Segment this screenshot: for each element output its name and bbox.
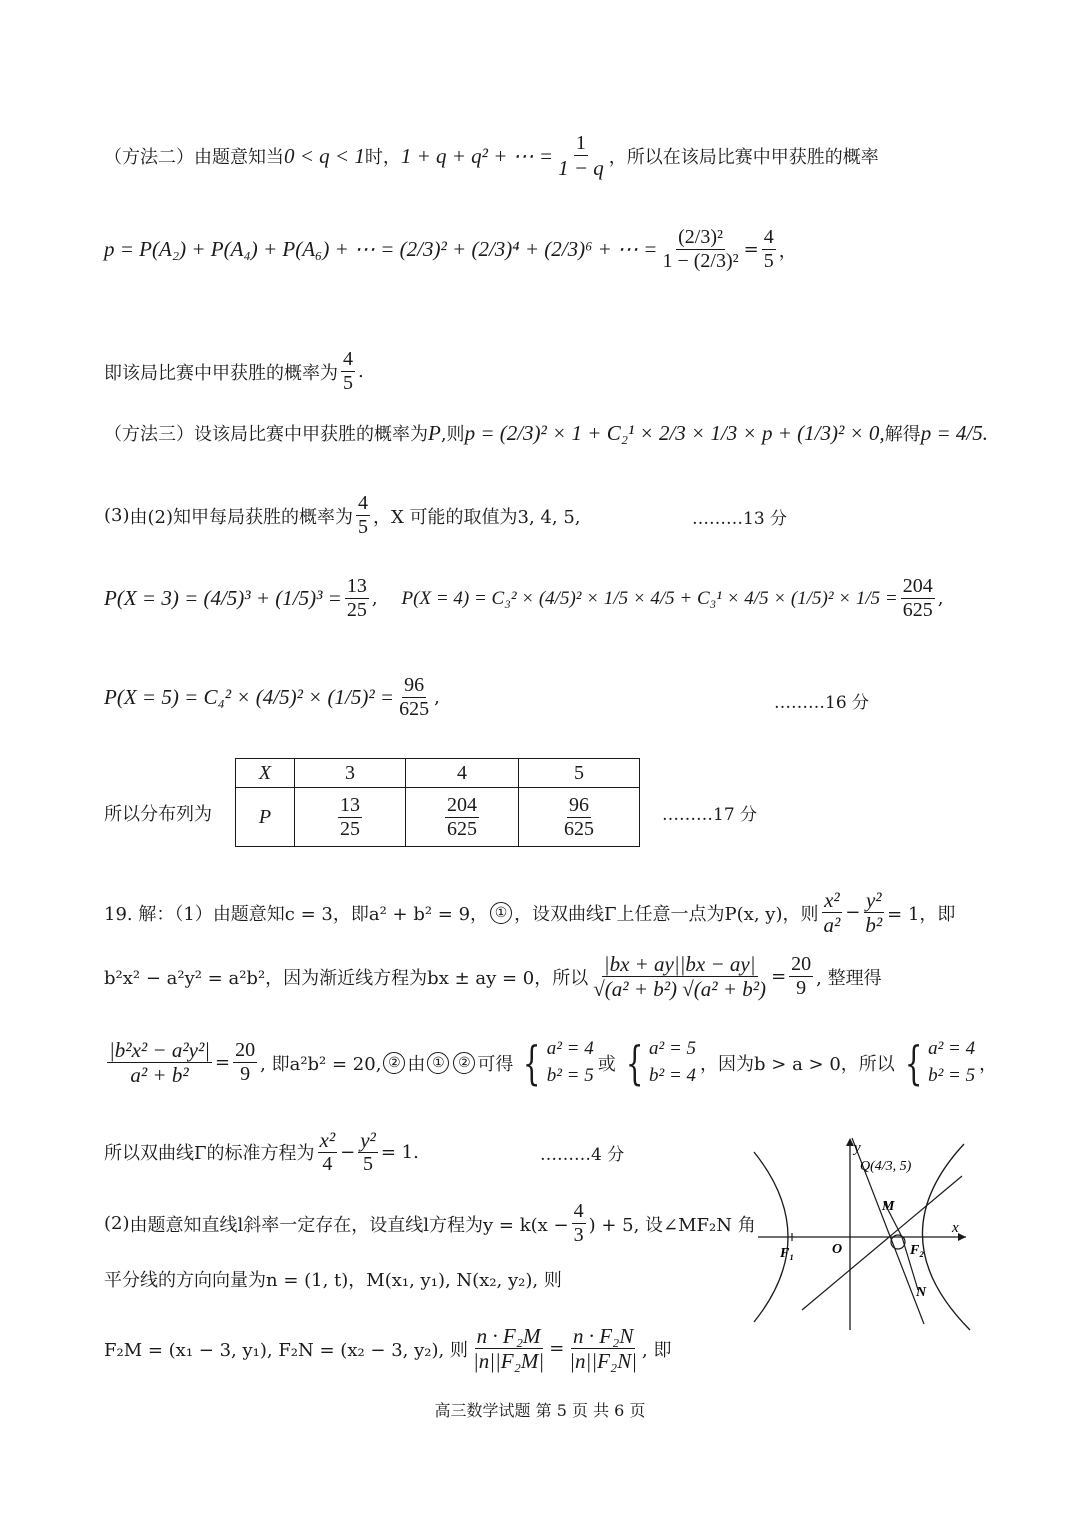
x-label: x bbox=[952, 1220, 959, 1236]
method3-line: （方法三） 设该局比赛中甲获胜的概率为 P ,则 p = (2/3)² × 1 + C₂¹ × 2/3 × 1/3 × p + (1/3)² × 0, 解得 p = 4/5. bbox=[104, 420, 988, 445]
table-cell: $\frac{204}{625}$ bbox=[406, 788, 519, 847]
fraction: $\frac{\text{n · F₂N}}{\text{|n||F₂N|}}$ bbox=[569, 1324, 638, 1374]
score-13: ………13 分 bbox=[692, 509, 788, 529]
fraction: $\frac{13}{25}$ bbox=[346, 575, 367, 621]
method2-conclusion: 即该局比赛中甲获胜的概率为 $\frac{4}{5}$ . bbox=[104, 348, 364, 394]
q19-line4: 所以双曲线Γ的标准方程为 $\frac{\text{x²}}{4}$ − $\frac{\text{y²}}{5}$ = 1. bbox=[104, 1128, 419, 1176]
table-cell: 4 bbox=[406, 759, 519, 788]
part3-line1: (3) 由(2)知甲每局获胜的概率为 $\frac{4}{5}$ ，X 可能的取值为3, 4, 5, bbox=[104, 492, 581, 538]
fraction: $\frac{4}{5}$ bbox=[358, 492, 368, 538]
fraction: $\frac{\text{y²}}{5}$ bbox=[360, 1128, 376, 1176]
q19-part2-line2: 平分线的方向向量为n = (1, t)，M(x₁, y₁), N(x₂, y₂), 则 bbox=[104, 1270, 562, 1291]
case-brace: { a² = 4 b² = 5 bbox=[523, 1035, 594, 1090]
fraction: $\frac{20}{9}$ bbox=[791, 953, 812, 1000]
case-brace: { a² = 4 b² = 5 bbox=[904, 1035, 976, 1090]
table-cell: P bbox=[236, 788, 295, 847]
fraction: $\frac{204}{625}$ bbox=[902, 575, 933, 621]
dist-label: 所以分布列为 bbox=[104, 804, 212, 825]
fraction: $\frac{\text{(2/3)²}}{\text{1 − (2/3)²}}$ bbox=[662, 226, 739, 272]
table-row bbox=[236, 759, 640, 788]
table-cell: 3 bbox=[295, 759, 406, 788]
method2-line1: （方法二） 由题意知当 0 < q < 1 时， 1 + q + q² + ⋯ = $\frac{1}{1 - q}$ ，所以在该局比赛中甲获胜的概率 bbox=[104, 132, 879, 180]
distribution-table bbox=[235, 758, 640, 847]
method2-label: （方法二） bbox=[104, 147, 194, 169]
table-cell: X bbox=[236, 759, 295, 788]
fraction: $\frac{96}{625}$ bbox=[399, 674, 430, 720]
fraction: $\frac{\text{x²}}{\text{a²}}$ bbox=[823, 888, 841, 938]
score-17: ………17 分 bbox=[662, 805, 758, 825]
fraction: $\frac{\text{x²}}{4}$ bbox=[319, 1128, 336, 1176]
fraction: $\frac{4}{5}$ bbox=[763, 226, 774, 272]
m-label: M bbox=[882, 1199, 895, 1214]
fraction: $\frac{\text{|b²x² − a²y²|}}{\text{a² + b²}}$ bbox=[109, 1037, 211, 1088]
case-brace: { a² = 5 b² = 4 bbox=[625, 1035, 697, 1090]
f1-label: F₁ bbox=[780, 1246, 795, 1261]
q-label: Q(4/3, 5) bbox=[860, 1159, 912, 1174]
fraction: $\frac{1}{1 - q}$ bbox=[558, 132, 604, 180]
part3-px3-px4: P(X = 3) = (4/5)³ + (1/5)³ = $\frac{13}{25}$ , P(X = 4) = C₃² × (4/5)² × 1/5 × 4/5 + C₃¹ × 4/5 × (1/5)² × 1/5 = $\frac{204}{625}$ , bbox=[104, 575, 944, 621]
n-label: N bbox=[916, 1285, 927, 1300]
fraction: $\frac{20}{9}$ bbox=[235, 1039, 256, 1086]
table-cell: $\frac{96}{625}$ bbox=[519, 788, 640, 847]
table-row bbox=[236, 788, 640, 847]
table-cell: $\frac{13}{25}$ bbox=[295, 788, 406, 847]
table-cell: 5 bbox=[519, 759, 640, 788]
q19-part2-line3: F₂M = (x₁ − 3, y₁), F₂N = (x₂ − 3, y₂), 则 $\frac{\text{n · F₂M}}{\text{|n||F₂M|}}$ = $\frac{\text{n · F₂N}}{\text{|n||F₂N|}}$ , 即 bbox=[104, 1324, 672, 1374]
q19-label: 19. 解：（1） bbox=[104, 903, 213, 925]
part3-label: (3) bbox=[104, 505, 130, 526]
score-4: ………4 分 bbox=[540, 1145, 625, 1165]
method2-line2: p = P(A₂) + P(A₄) + P(A₆) + ⋯ = (2/3)² + (2/3)⁴ + (2/3)⁶ + ⋯ = $\frac{\text{(2/3)²}}{\text{1 − (2/3)²}}$ = $\frac{4}{5}$ ， bbox=[104, 226, 797, 272]
fraction: $\frac{\text{n · F₂M}}{\text{|n||F₂M|}}$ bbox=[472, 1324, 545, 1374]
method3-label: （方法三） bbox=[104, 424, 194, 445]
q19-line3: $\frac{\text{|b²x² − a²y²|}}{\text{a² + b²}}$ = $\frac{20}{9}$ , 即a²b² = 20, ② 由 ① ② 可得 { a² = 4 b² = 5 或 { a² = 5 b² = 4 ，因为b > a > 0，所以 { a² = 4 b² = 5 ， bbox=[109, 1035, 998, 1090]
score-16: ………16 分 bbox=[774, 693, 870, 713]
page-footer: 高三数学试题 第 5 页 共 6 页 bbox=[434, 1401, 646, 1420]
o-label: O bbox=[832, 1242, 843, 1257]
q19-line1: 19. 解：（1） 由题意知c = 3，即a² + b² = 9， ① ，设双曲线Γ上任意一点为P(x, y)，则 $\frac{\text{x²}}{\text{a²}}$ − $\frac{\text{y²}}{\text{b²}}$ = 1，即 bbox=[104, 888, 956, 938]
x-axis-arrow-icon bbox=[958, 1233, 966, 1241]
fraction: $\frac{4}{5}$ bbox=[343, 348, 353, 394]
y-label: y bbox=[854, 1140, 861, 1156]
fraction: $\frac{4}{3}$ bbox=[573, 1200, 584, 1246]
hyperbola-figure bbox=[752, 1134, 976, 1334]
fraction: $\frac{|bx + ay||bx - ay|}{\text{√(a² + b²) √(a² + b²)}}$ bbox=[593, 952, 767, 1002]
q19-line2: b²x² − a²y² = a²b²，因为渐近线方程为bx ± ay = 0，所以 $\frac{|bx + ay||bx - ay|}{\text{√(a² + b²) √(a² + b²)}}$ = $\frac{20}{9}$ , 整理得 bbox=[104, 952, 882, 1002]
fraction: $\frac{\text{y²}}{\text{b²}}$ bbox=[865, 888, 883, 938]
q19-part2-line1: (2) 由题意知直线l斜率一定存在，设直线l方程为y = k(x − $\frac{4}{3}$ ) + 5, 设∠MF₂N 角 bbox=[104, 1200, 756, 1246]
part3-px5: P(X = 5) = C₄² × (4/5)² × (1/5)² = $\frac{96}{625}$ , bbox=[104, 674, 440, 720]
f2-label: F₂ bbox=[910, 1243, 925, 1258]
